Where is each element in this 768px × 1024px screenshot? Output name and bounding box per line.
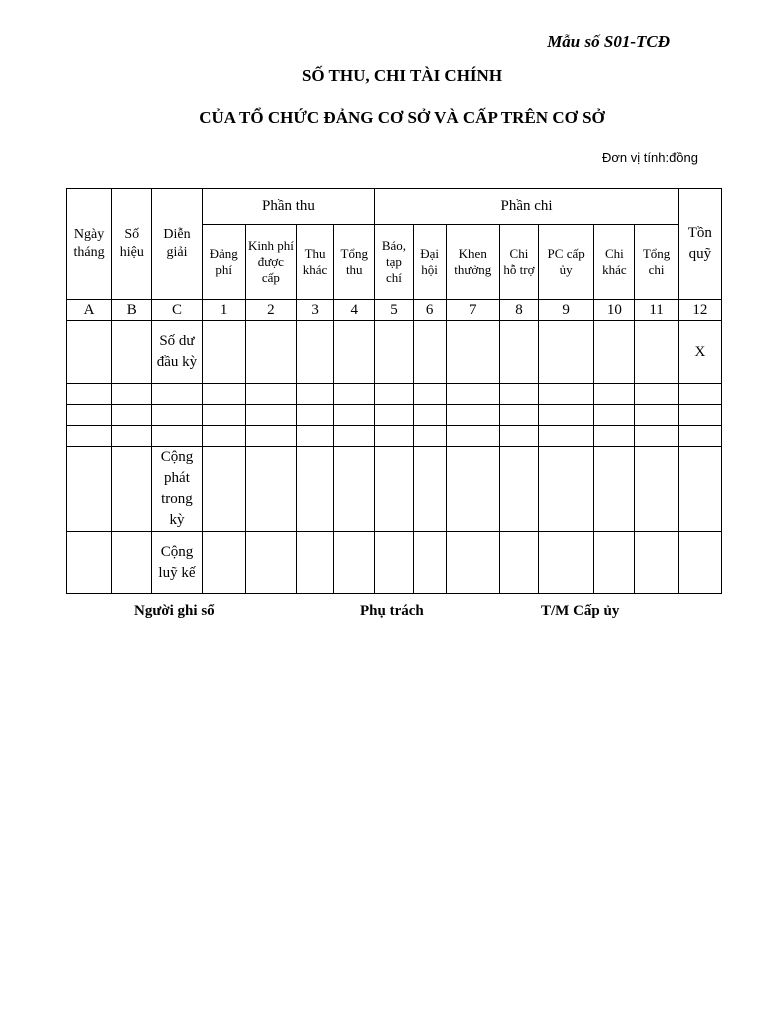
header-income-group: Phần thu [202, 189, 375, 225]
header-expense-support: Chi hỗ trợ [499, 225, 538, 300]
header-income-total: Tổng thu [334, 225, 375, 300]
index-cell: 10 [594, 300, 635, 321]
header-balance: Tồn quỹ [678, 189, 721, 300]
entry-row [67, 384, 722, 405]
index-cell: 9 [539, 300, 594, 321]
opening-balance-label: Số dư đầu kỳ [152, 321, 202, 384]
signature-in-charge: Phụ trách [360, 603, 424, 619]
index-cell: 5 [375, 300, 413, 321]
index-cell: 1 [202, 300, 245, 321]
header-income-other: Thu khác [296, 225, 333, 300]
header-expense-rewards: Khen thưởng [446, 225, 499, 300]
form-code: Mẫu số S01-TCĐ [547, 32, 670, 51]
index-cell: 2 [245, 300, 296, 321]
index-cell: 11 [635, 300, 678, 321]
index-cell: C [152, 300, 202, 321]
index-cell: B [112, 300, 152, 321]
period-total-row [67, 447, 722, 532]
index-row [67, 300, 722, 321]
cumulative-total-row [67, 532, 722, 594]
entry-row [67, 405, 722, 426]
index-cell: 3 [296, 300, 333, 321]
header-expense-total: Tổng chi [635, 225, 678, 300]
header-date: Ngày tháng [67, 189, 112, 300]
header-description: Diễn giải [152, 189, 202, 300]
index-cell: A [67, 300, 112, 321]
header-income-party-fee: Đảng phí [202, 225, 245, 300]
header-number: Số hiệu [112, 189, 152, 300]
opening-balance-row [67, 321, 722, 384]
entry-row [67, 426, 722, 447]
ledger-table [66, 188, 722, 594]
ledger-subtitle: CỦA TỔ CHỨC ĐẢNG CƠ SỞ VÀ CẤP TRÊN CƠ SỞ [199, 108, 605, 127]
header-income-granted-funds: Kinh phí được cấp [245, 225, 296, 300]
signature-block [0, 603, 768, 623]
header-expense-newspapers: Báo, tạp chí [375, 225, 413, 300]
index-cell: 8 [499, 300, 538, 321]
index-cell: 12 [678, 300, 721, 321]
header-expense-other: Chi khác [594, 225, 635, 300]
index-cell: 4 [334, 300, 375, 321]
index-cell: 6 [413, 300, 446, 321]
index-cell: 7 [446, 300, 499, 321]
header-expense-group: Phần chi [375, 189, 678, 225]
opening-balance-mark: X [678, 321, 721, 384]
cumulative-total-label: Cộng luỹ kế [152, 532, 202, 594]
unit-label: Đơn vị tính:đồng [602, 150, 698, 165]
header-expense-congress: Đại hội [413, 225, 446, 300]
ledger-title: SỐ THU, CHI TÀI CHÍNH [301, 66, 503, 85]
period-total-label: Cộng phát trong kỳ [152, 447, 202, 532]
signature-recorder: Người ghi sổ [134, 603, 215, 619]
header-expense-committee-allowance: PC cấp ủy [539, 225, 594, 300]
signature-committee: T/M Cấp ủy [541, 603, 620, 619]
